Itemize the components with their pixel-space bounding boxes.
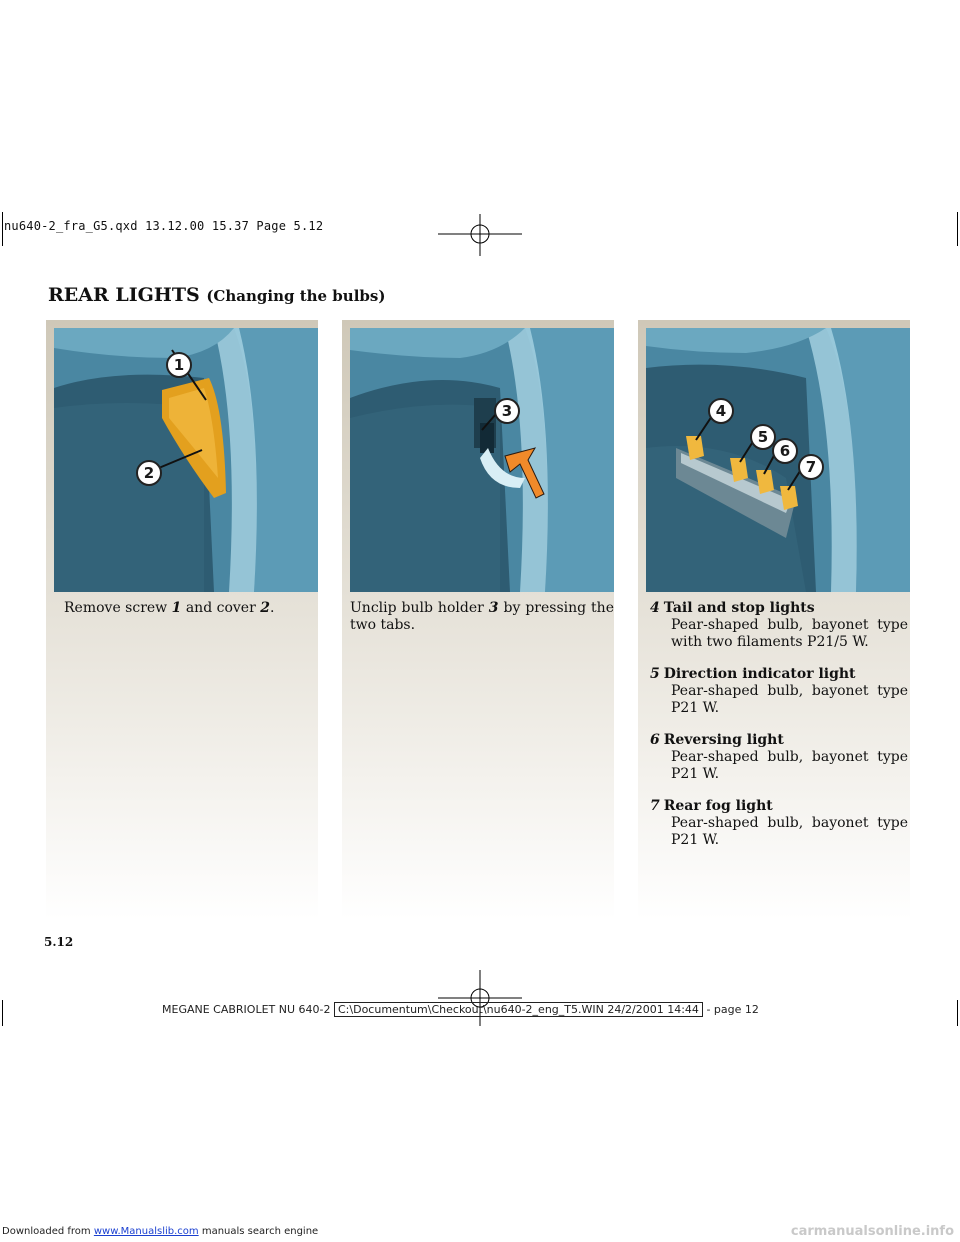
photo-light-cluster — [646, 328, 910, 592]
callout-3: 3 — [494, 398, 520, 424]
page-number: 5.12 — [44, 935, 74, 949]
callout-5: 5 — [750, 424, 776, 450]
watermark: carmanualsonline.info — [790, 1224, 954, 1239]
callout-2: 2 — [136, 460, 162, 486]
list-item: 5 Direction indicator light Pear-shaped bulb, bayonet type P21 W. — [650, 666, 908, 716]
list-item: 6 Reversing light Pear-shaped bulb, bayonet type P21 W. — [650, 732, 908, 782]
crop-mark — [957, 1000, 958, 1026]
bulb-list — [650, 600, 908, 864]
callout-6: 6 — [772, 438, 798, 464]
registration-mark — [438, 214, 522, 256]
title-sub: (Changing the bulbs) — [206, 287, 386, 305]
crop-header: nu640-2_fra_G5.qxd 13.12.00 15.37 Page 5.12 — [4, 219, 324, 233]
print-footer: MEGANE CABRIOLET NU 640-2 C:\Documentum\Checkout\nu640-2_eng_T5.WIN 24/2/2001 14:44 - page 12 — [162, 1003, 759, 1016]
column-2 — [342, 320, 614, 920]
callout-1: 1 — [166, 352, 192, 378]
column-3 — [638, 320, 910, 920]
list-item: 7 Rear fog light Pear-shaped bulb, bayonet type P21 W. — [650, 798, 908, 848]
caption-col1: Remove screw 1 and cover 2. — [64, 600, 275, 616]
crop-mark — [2, 212, 3, 246]
manualslib-link[interactable]: www.Manualslib.com — [93, 1226, 199, 1237]
crop-mark — [957, 212, 958, 246]
callout-7: 7 — [798, 454, 824, 480]
page-title — [48, 284, 385, 306]
photo-bulb-holder — [350, 328, 614, 592]
crop-mark — [2, 1000, 3, 1026]
column-1 — [46, 320, 318, 920]
title-main: REAR LIGHTS — [48, 284, 200, 306]
callout-4: 4 — [708, 398, 734, 424]
photo-boot-cover — [54, 328, 318, 592]
list-item: 4 Tail and stop lights Pear-shaped bulb, bayonet type with two filaments P21/5 W. — [650, 600, 908, 650]
caption-col2: Unclip bulb holder 3 by pressing the two tabs. — [350, 600, 614, 633]
download-line: Downloaded from www.Manualslib.com manuals search engine — [2, 1226, 319, 1237]
registration-mark — [438, 970, 522, 1026]
